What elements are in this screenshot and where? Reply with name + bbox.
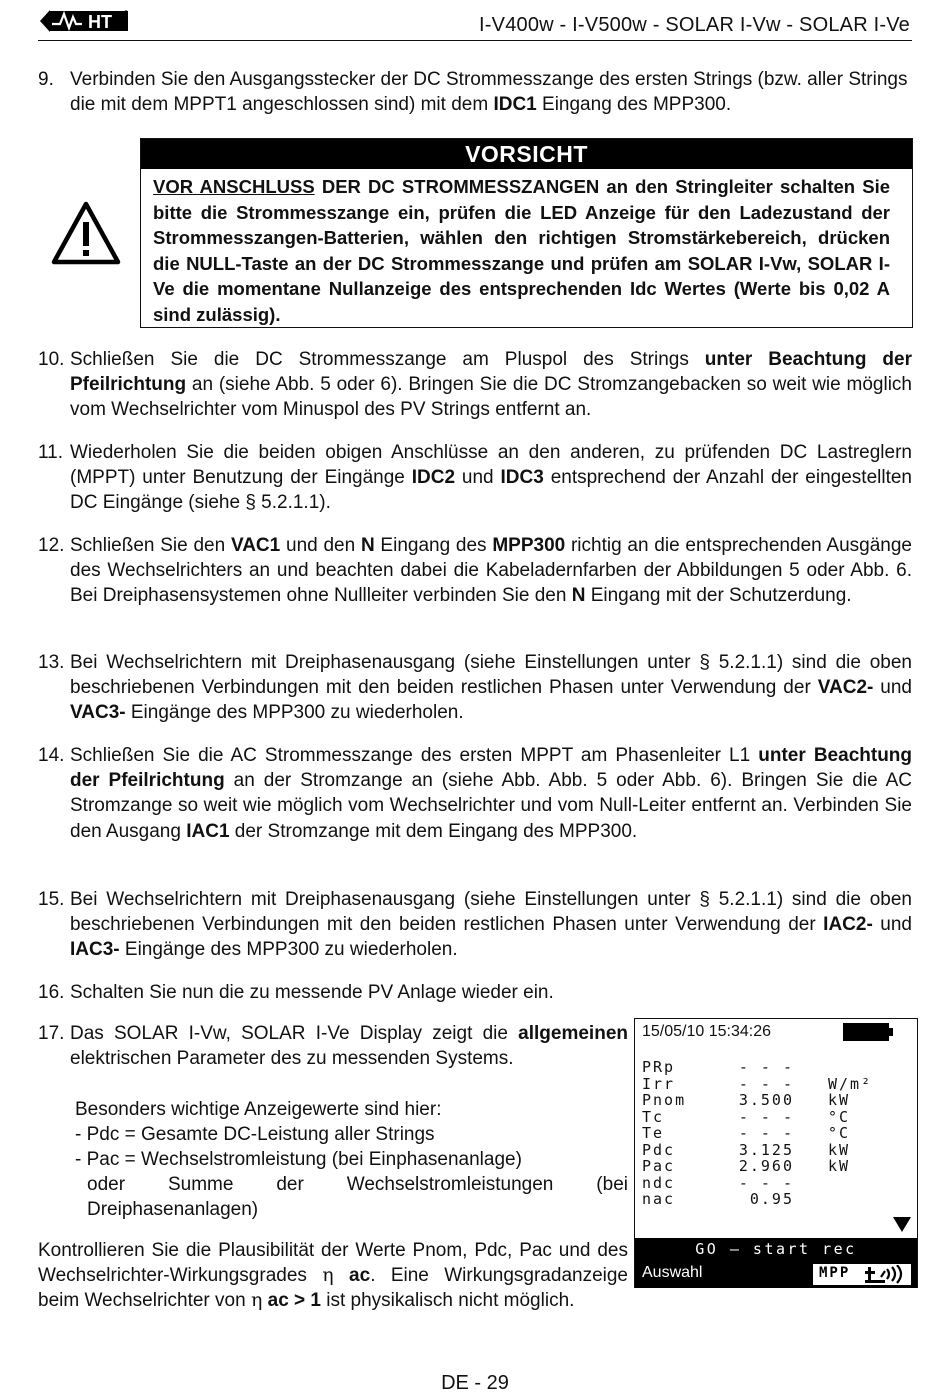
step-9-text: Verbinden Sie den Ausgangsstecker der DC Strommesszange des ersten Strings (bzw. aller Strings die mit dem MPPT1 angeschlossen sind) mit dem IDC1 Eingang des MPP300.: [70, 69, 908, 116]
battery-icon-tip: [889, 1028, 893, 1036]
step-12-number: 12.: [38, 535, 65, 556]
display-values: [642, 1059, 912, 1208]
display-row-prp: PRp - - -: [642, 1058, 794, 1076]
warning-triangle-icon: [50, 200, 122, 266]
step-13-number: 13.: [38, 652, 65, 673]
document-title: I-V400w - I-V500w - SOLAR I-Vw - SOLAR I-Ve: [479, 14, 910, 36]
step-10-number: 10.: [38, 349, 65, 370]
brand-logo: [38, 8, 130, 34]
device-display: [634, 1018, 918, 1288]
step-11-number: 11.: [38, 442, 64, 463]
caution-text: VOR ANSCHLUSS DER DC STROMMESSZANGEN an den Stringleiter schalten Sie bitte die Strommesszange ein, prüfen die LED Anzeige für den Ladezustand der Strommesszangen-Batterien, wählen den richtigen Stromstärkebereich, drücken die NULL-Taste an der DC Strommesszange und prüfen am SOLAR I-Vw, SOLAR I-Ve die momentane Nullanzeige des entsprechenden Idc Wertes (Werte bis 0,02 A sind zulässig).: [153, 176, 890, 325]
step-13-text: Bei Wechselrichtern mit Dreiphasenausgang (siehe Einstellungen unter § 5.2.1.1) sind die oben beschriebenen Verbindungen mit den beiden restlichen Phasen unter Verwendung der VAC2- und VAC3- Eingänge des MPP300 zu wiederholen.: [70, 652, 912, 724]
step-17-list-pac: - Pac = Wechselstromleistung (bei Einphasenanlage): [75, 1149, 522, 1170]
step-15-number: 15.: [38, 889, 65, 910]
step-11-text: Wiederholen Sie die beiden obigen Anschlüsse an den anderen, zu prüfenden DC Lastreglern (MPPT) unter Benutzung der Eingänge IDC2 und IDC3 entsprechend der Anzahl der eingestellten DC Eingänge (siehe § 5.2.1.1).: [70, 442, 913, 514]
display-row-irr: Irr - - - W/m²: [642, 1074, 873, 1093]
caution-title: VORSICHT: [141, 139, 912, 169]
step-17-list-pac-continued: oder Summe der Wechselstromleistungen (bei Dreiphasenanlagen): [87, 1174, 628, 1221]
step-14-number: 14.: [38, 745, 65, 766]
display-row-nac: nac 0.95: [642, 1190, 794, 1208]
display-row-pdc: Pdc 3.125 kW: [642, 1140, 851, 1159]
go-start-rec-key[interactable]: GO – start rec: [695, 1240, 857, 1258]
mpp-signal-icon: [865, 1265, 909, 1284]
step-16-text: Schalten Sie nun die zu messende PV Anlage wieder ein.: [70, 982, 554, 1003]
plausibility-note: Kontrollieren Sie die Plausibilität der Werte Pnom, Pdc, Pac und des Wechselrichter-Wirkungsgrades η ac. Eine Wirkungsgradanzeige beim Wechselrichter von η ac > 1 ist physikalisch nicht möglich.: [38, 1240, 628, 1312]
step-10-text: Schließen Sie die DC Strommesszange am Pluspol des Strings unter Beachtung der Pfeilrichtung an (siehe Abb. 5 oder 6). Bringen Sie die DC Stromzangebacken so weit wie möglich vom Wechselrichter vom Minuspol des PV Strings entfernt an.: [70, 349, 912, 421]
display-softkey-bar: [635, 1238, 917, 1288]
page-number: DE - 29: [441, 1372, 509, 1394]
display-row-te: Te - - - °C: [642, 1124, 851, 1142]
step-16-number: 16.: [38, 982, 65, 1003]
step-17-number: 17.: [38, 1023, 65, 1044]
mpp-label: MPP: [819, 1265, 851, 1281]
svg-text:HT: HT: [88, 12, 112, 32]
display-row-pac: Pac 2.960 kW: [642, 1157, 851, 1175]
caution-box: [140, 138, 913, 328]
header-divider: [38, 40, 912, 41]
mpp-status-box: [813, 1264, 911, 1285]
step-14-text: Schließen Sie die AC Strommesszange des ersten MPPT am Phasenleiter L1 unter Beachtung der Pfeilrichtung an der Stromzange an (siehe Abb. Abb. 5 oder Abb. 6). Bringen Sie die AC Stromzange so weit wie möglich vom Wechselrichter und vom Null-Leiter entfernt an. Verbinden Sie den Ausgang IAC1 der Stromzange mit dem Eingang des MPP300.: [70, 745, 913, 842]
step-15-text: Bei Wechselrichtern mit Dreiphasenausgang (siehe Einstellungen unter § 5.2.1.1) sind die oben beschriebenen Verbindungen mit den beiden restlichen Phasen unter Verwendung der IAC2- und IAC3- Eingänge des MPP300 zu wiederholen.: [70, 889, 912, 961]
step-17-text: Das SOLAR I-Vw, SOLAR I-Ve Display zeigt die allgemeinen elektrischen Parameter des zu messenden Systems.: [70, 1023, 628, 1070]
display-row-ndc: ndc - - -: [642, 1173, 794, 1192]
step-12-text: Schließen Sie den VAC1 und den N Eingang des MPP300 richtig an die entsprechenden Ausgänge des Wechselrichters an und beachten dabei die Kabeladernfarben der Abbildungen 5 oder Abb. 6. Bei Dreiphasensystemen ohne Nullleiter verbinden Sie den N Eingang mit der Schutzerdung.: [70, 535, 912, 607]
display-row-pnom: Pnom 3.500 kW: [642, 1091, 851, 1109]
step-17-list-pdc: - Pdc = Gesamte DC-Leistung aller Strings: [75, 1124, 435, 1145]
step-17-list-intro: Besonders wichtige Anzeigewerte sind hier:: [75, 1099, 442, 1120]
display-row-tc: Tc - - - °C: [642, 1107, 851, 1126]
scroll-down-arrow-icon[interactable]: [893, 1217, 911, 1232]
select-softkey[interactable]: Auswahl: [642, 1264, 703, 1281]
battery-icon: [843, 1023, 889, 1041]
step-9-number: 9.: [38, 69, 54, 90]
display-datetime: 15/05/10 15:34:26: [642, 1023, 772, 1040]
